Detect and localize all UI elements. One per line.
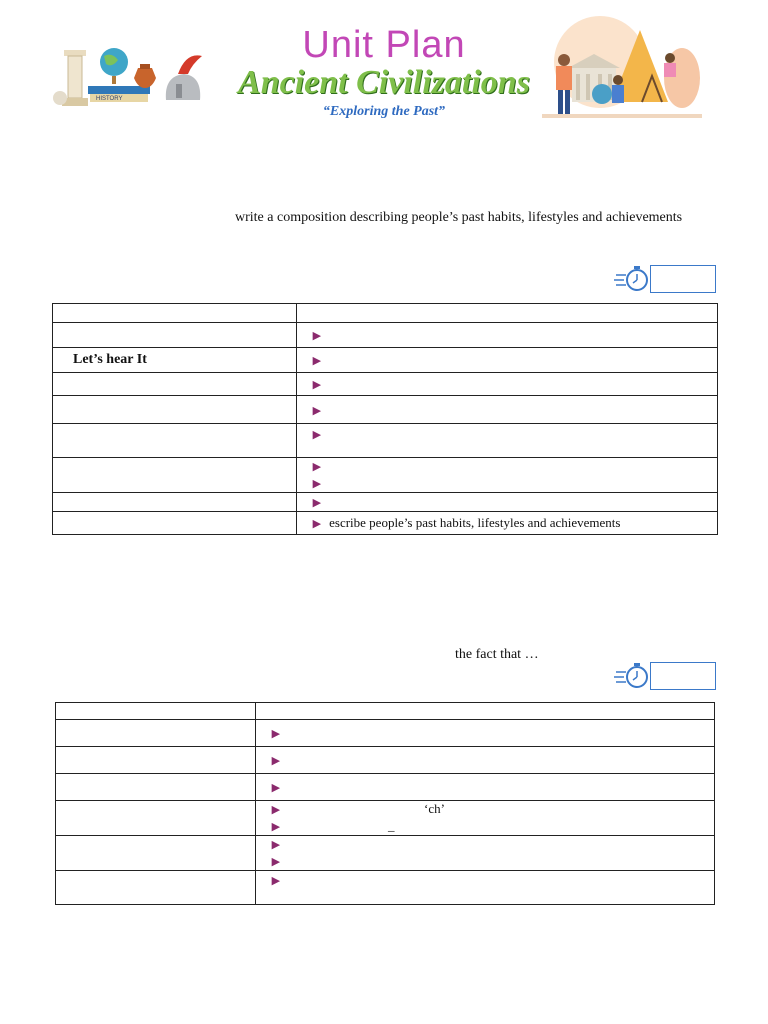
table-row [56, 836, 715, 871]
lesson-plan-table-1 [52, 303, 718, 535]
table-row [53, 323, 718, 348]
table-cell [296, 373, 717, 396]
bullet-arrow-icon: ▶ [271, 856, 281, 868]
table-cell [255, 774, 714, 801]
table-cell [56, 774, 256, 801]
bullet-arrow-icon: ▶ [271, 755, 281, 767]
bullet-arrow-icon: ▶ [271, 839, 281, 851]
stage-label-lets-hear-it: Let’s hear It [53, 348, 297, 373]
fact-text: the fact that … [455, 647, 539, 662]
timer-box [614, 265, 714, 293]
table-row [56, 703, 715, 720]
table-cell [296, 348, 717, 373]
table-cell [56, 703, 256, 720]
table-cell [53, 323, 297, 348]
table-cell [56, 801, 256, 836]
table-cell [296, 493, 717, 512]
bullet-arrow-icon: ▶ [312, 518, 322, 530]
bullet-arrow-icon: ▶ [312, 330, 322, 342]
table-cell [53, 396, 297, 424]
timer-box [614, 662, 714, 690]
table-cell [296, 396, 717, 424]
book-spine-text: HISTORY [96, 96, 123, 102]
table-cell [296, 304, 717, 323]
unit-plan-title: Unit Plan [302, 24, 466, 66]
table-row [56, 747, 715, 774]
table-cell [53, 304, 297, 323]
table-row [53, 512, 718, 535]
bullet-arrow-icon: ▶ [271, 821, 281, 833]
objective-text: write a composition describing people’s past habits, lifestyles and achievements [235, 210, 683, 225]
table-row [53, 458, 718, 493]
bullet-arrow-icon: ▶ [271, 728, 281, 740]
table-row [53, 493, 718, 512]
table-cell: ▶ ‘ch’ ▶ _ [255, 801, 714, 836]
bullet-arrow-icon: ▶ [271, 875, 281, 887]
table-cell [255, 836, 714, 871]
table-cell [296, 323, 717, 348]
bullet-arrow-icon: ▶ [312, 355, 322, 367]
table-row [53, 304, 718, 323]
table-row [53, 424, 718, 458]
table-row [53, 396, 718, 424]
table-cell [56, 720, 256, 747]
table-cell [255, 871, 714, 905]
table-cell [296, 424, 717, 458]
bullet-arrow-icon: ▶ [312, 478, 322, 490]
lesson-plan-table-2 [55, 702, 715, 905]
table-cell [296, 512, 717, 535]
table-cell [53, 512, 297, 535]
table-row [53, 373, 718, 396]
bullet-arrow-icon: ▶ [312, 461, 322, 473]
table-cell [296, 458, 717, 493]
table-cell [53, 493, 297, 512]
table-cell [255, 703, 714, 720]
bullet-arrow-icon: ▶ [312, 404, 322, 417]
table-cell [53, 373, 297, 396]
stopwatch-icon [614, 265, 650, 293]
table-cell [255, 720, 714, 747]
bullet-arrow-icon: ▶ [312, 429, 322, 441]
table-cell [56, 871, 256, 905]
bullet-arrow-icon: ▶ [312, 379, 322, 391]
table-row [56, 720, 715, 747]
table-cell [56, 836, 256, 871]
table-cell [53, 424, 297, 458]
table-row [53, 348, 718, 373]
table-row [56, 774, 715, 801]
table-row [56, 871, 715, 905]
bullet-arrow-icon: ▶ [271, 804, 281, 816]
bullet-arrow-icon: ▶ [312, 497, 322, 509]
table-cell [255, 747, 714, 774]
subtitle: “Exploring the Past” [322, 104, 446, 119]
stopwatch-icon [614, 662, 650, 690]
table-cell [56, 747, 256, 774]
bullet-arrow-icon: ▶ [271, 782, 281, 794]
table-row [56, 801, 715, 836]
objective-bullet-text: escribe people’s past habits, lifestyles and achievements [329, 515, 621, 530]
ancient-civilizations-title: Ancient Civilizations [238, 64, 530, 101]
table-cell [53, 458, 297, 493]
